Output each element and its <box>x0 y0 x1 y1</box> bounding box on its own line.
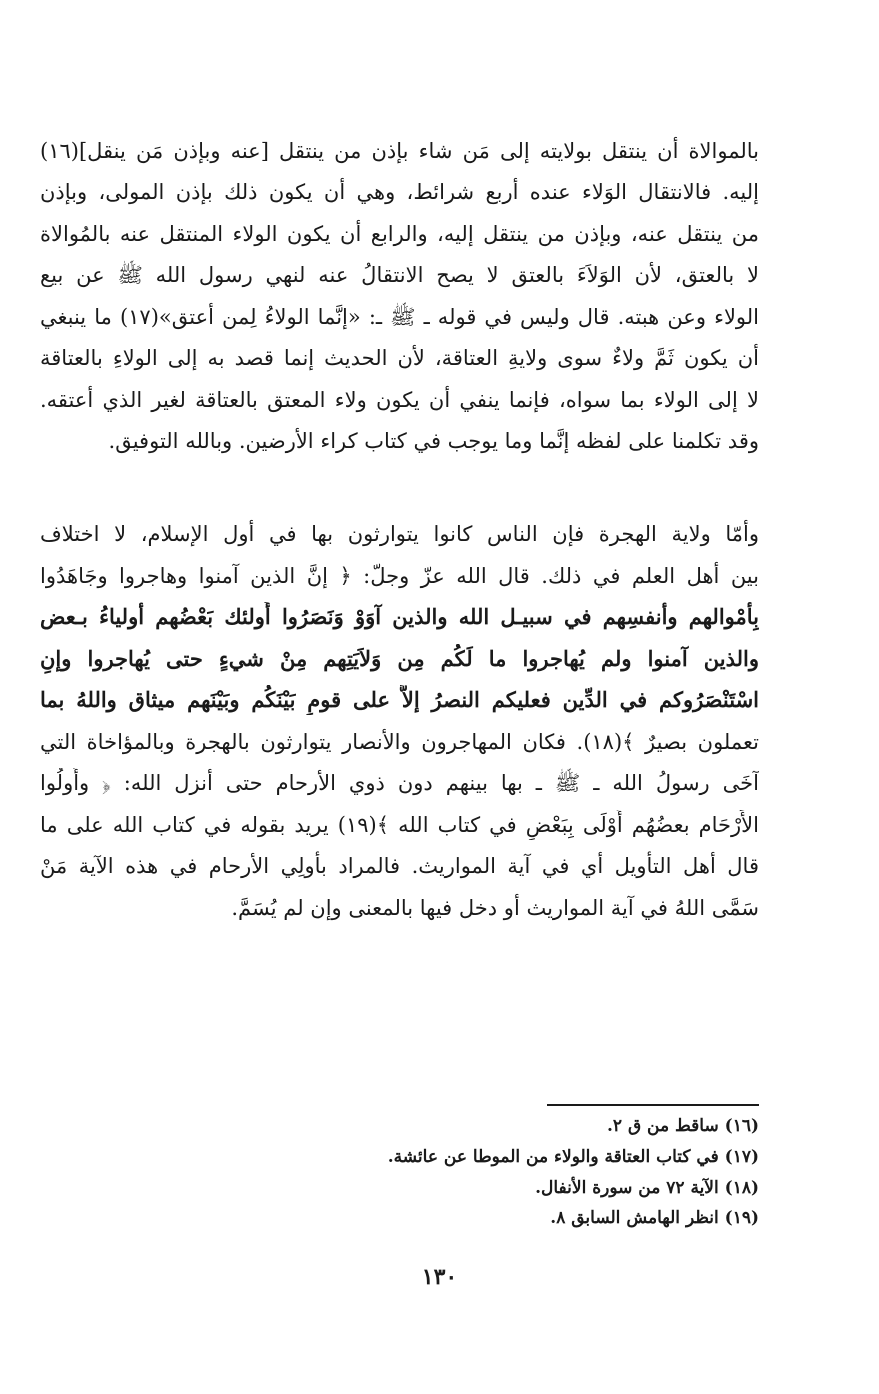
text-line: وأمّا ولاية الهجرة فإن الناس كانوا يتوارثون بها في أول الإسلام، لا اختلاف <box>40 522 759 546</box>
footnote-divider <box>547 1104 759 1106</box>
text-line: بالموالاة أن ينتقل بولايته إلى مَن شاء بإذن من ينتقل [عنه وبإذن مَن ينقل](١٦) <box>40 139 759 163</box>
text-line: لا إلى الولاء بما سواه، فإنما ينفي أن يكون ولاء المعتق بالعتاقة لغير الذي أعتقه. <box>40 388 759 412</box>
text-line: قال أهل التأويل أي في آية المواريث. فالمراد بأُولِي الأرحام في هذه الآية مَنْ <box>40 854 759 878</box>
quran-verse-line: بِأَمْوالهم وأنفسِهم في سبيـل الله والذين آوَوْ وَنَصَرُوا أُولئك بَعْضُهم أولياءُ بـعض <box>40 604 759 629</box>
text-line: وقد تكلمنا على لفظه إنَّما وما يوجب في كتاب كراء الأرضين. وبالله التوفيق. <box>108 429 759 453</box>
text-line: الولاء وعن هبته. قال وليس في قوله ـ ﷺ ـ: «إنَّما الولاءُ لِمن أعتق»(١٧) ما ينبغي <box>40 305 759 329</box>
text-line: سَمَّى اللهُ في آية المواريث أو دخل فيها بالمعنى وإن لم يُسَمَّ. <box>231 896 759 920</box>
footnote: (١٧) في كتاب العتاقة والولاء من الموطا عن عائشة. <box>387 1147 759 1167</box>
footnote: (١٩) انظر الهامش السابق ٨. <box>550 1208 759 1228</box>
page-number: ١٣٠ <box>421 1264 458 1290</box>
text-line: أن يكون ثَمَّ ولاءٌ سوى ولايةِ العتاقة، لأن الحديث إنما قصد به إلى الولاءِ بالعتاقة <box>40 346 759 370</box>
footnote: (١٨) الآية ٧٢ من سورة الأنفال. <box>535 1178 759 1198</box>
footnote: (١٦) ساقط من ق ٢. <box>606 1116 759 1136</box>
quran-verse-line: والذين آمنوا ولم يُهاجروا ما لَكُم مِن وَلاَيَتِهم مِنْ شيءٍ حتى يُهاجروا وإنِ <box>40 646 759 671</box>
text-line: لا بالعتق، لأن الوَلاَءَ بالعتق لا يصح الانتقالُ عنه لنهي رسول الله ﷺ عن بيع <box>40 263 759 287</box>
text-line: بين أهل العلم في ذلك. قال الله عزّ وجلّ: ﴿ إنَّ الذين آمنوا وهاجروا وجَاهَدُوا <box>40 564 759 588</box>
quran-verse-line: اسْتَنْصَرُوكم في الدِّين فعليكم النصرُ إلاَّ على قومٍ بَيْنَكُم وبَيْنَهم ميثاق واللهُ بما <box>40 687 759 712</box>
text-line: من ينتقل عنه، وبإذن من ينتقل إليه، والرابع أن يكون الولاء المنتقل عنه بالمُوالاة <box>40 222 759 246</box>
text-line: الأَرْحَام بعضُهُم أَوْلَى بِبَعْضٍ في كتاب الله ﴾(١٩) يريد بقوله في كتاب الله على ما <box>40 813 759 837</box>
text-line: آخَى رسولُ الله ـ ﷺ ـ بها بينهم دون ذوي الأرحام حتى أنزل الله: ﴿ وأُولُوا <box>40 771 759 795</box>
text-line: إليه. فالانتقال الوَلاء عنده أربع شرائط، وهي أن يكون ذلك بإذن المولى، وبإذن <box>40 180 759 204</box>
text-line: تعملون بصيرٌ ﴾(١٨). فكان المهاجرون والأنصار يتوارثون بالهجرة وبالمؤاخاة التي <box>40 730 759 754</box>
